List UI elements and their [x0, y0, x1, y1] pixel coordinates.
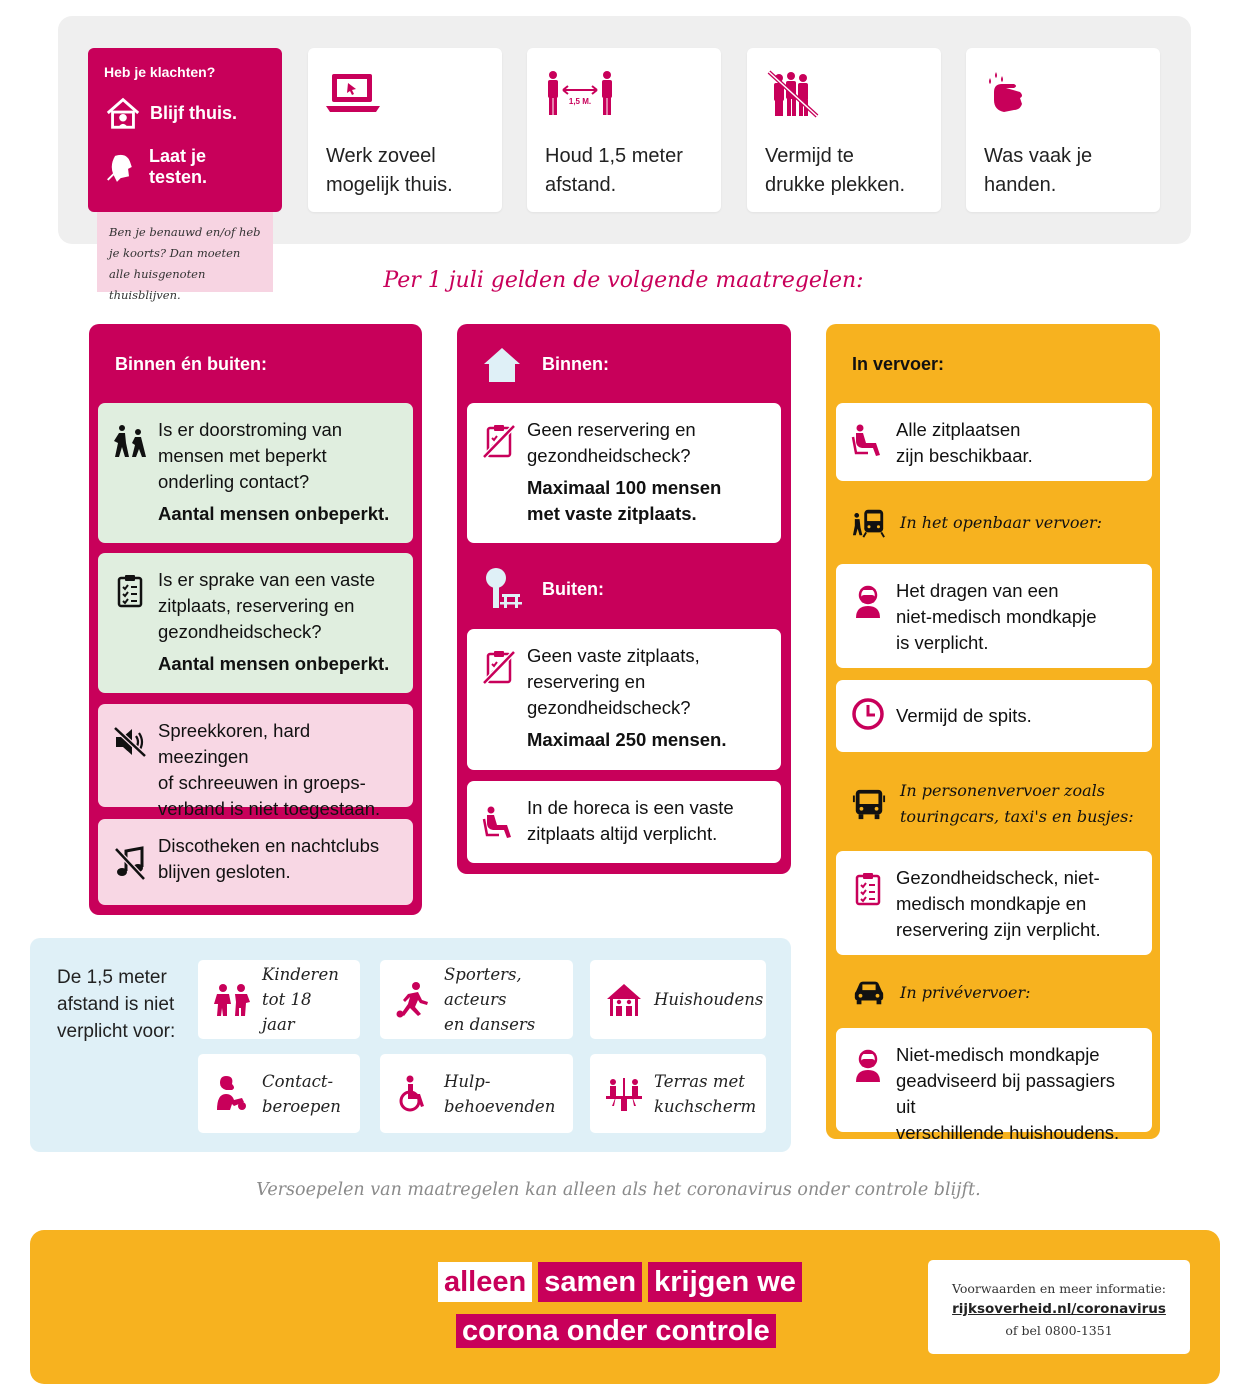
prive-label-row [852, 975, 1031, 1009]
slogan-word: krijgen we [648, 1262, 802, 1302]
card-text: verband is niet toegestaan. [158, 798, 381, 819]
card-text: Geen reservering en [527, 419, 696, 440]
card-buiten [467, 629, 781, 770]
no-music-icon [112, 845, 148, 881]
card-spits [836, 680, 1152, 752]
exemption-contact-professions [198, 1054, 360, 1133]
prive-label: In privévervoer: [900, 982, 1031, 1002]
card-bold-text: Maximaal 100 mensen [527, 477, 722, 498]
exemption-text: Kinderen [262, 965, 339, 984]
card-text: Is er doorstroming van [158, 419, 343, 440]
slogan-line-2 [456, 1312, 776, 1350]
tip-text: handen. [984, 174, 1057, 196]
card-text: blijven gesloten. [158, 861, 291, 882]
get-tested-label: Laat je testen. [149, 146, 208, 187]
tip-work-home [308, 48, 502, 212]
card-text: medisch mondkapje en [896, 893, 1087, 914]
complaints-box [88, 48, 282, 212]
clipboard-icon [112, 573, 148, 609]
tip-text: drukke plekken. [765, 174, 906, 196]
exemption-text: tot 18 jaar [262, 990, 312, 1034]
exemptions-intro-line: De 1,5 meter [57, 967, 167, 988]
card-bold-text: Aantal mensen onbeperkt. [158, 503, 390, 524]
card-text: Spreekkoren, hard meezingen [158, 720, 311, 767]
distance-label: 1,5 M. [568, 97, 592, 106]
walking-people-icon [112, 423, 148, 459]
card-text: Het dragen van een [896, 580, 1059, 601]
card-text: zijn beschikbaar. [896, 445, 1033, 466]
exemption-text: Sporters, acteurs [444, 965, 522, 1009]
complaints-note-line: alle huisgenoten thuisblijven. [109, 267, 206, 302]
tip-text: Was vaak je [984, 145, 1093, 167]
section-heading: Per 1 juli gelden de volgende maatregelen: [383, 268, 864, 293]
exemption-text: en dansers [444, 1015, 536, 1034]
card-bold-text: Maximaal 250 mensen. [527, 729, 727, 750]
house-icon [482, 344, 522, 384]
clipboard-icon [850, 871, 886, 907]
exemptions-intro-line: afstand is niet [57, 994, 175, 1015]
laptop-icon [326, 70, 382, 118]
exemptions-intro [57, 964, 187, 1045]
mute-icon [112, 724, 148, 760]
distance-icon [545, 70, 615, 118]
tip-text: Houd 1,5 meter [545, 145, 683, 167]
card-text: Alle zitplaatsen [896, 419, 1021, 440]
tree-bench-icon [482, 566, 522, 610]
tip-no-crowd [747, 48, 941, 212]
card-text: zitplaats altijd verplicht. [527, 823, 718, 844]
tip-distance [527, 48, 721, 212]
tip-text: Vermijd te [765, 145, 854, 167]
wheelchair-icon [394, 1074, 434, 1114]
card-health [836, 851, 1152, 955]
exemption-text: Hulp- [444, 1071, 491, 1091]
card-horeca [467, 781, 781, 863]
exemption-text: Terras met [654, 1071, 745, 1091]
exemption-athletes [380, 960, 573, 1039]
exemptions-intro-line: verplicht voor: [57, 1021, 176, 1042]
card-binnen [467, 403, 781, 543]
public-transport-icon [852, 505, 886, 539]
tip-text: Werk zoveel [326, 145, 436, 167]
tip-text: afstand. [545, 174, 617, 196]
card-text: gezondheidscheck? [158, 621, 322, 642]
personen-label-row [852, 778, 1134, 830]
card-text: is verplicht. [896, 632, 989, 653]
card-text: In de horeca is een vaste [527, 797, 734, 818]
card-advice [836, 1028, 1152, 1143]
exemption-text: kuchscherm [654, 1096, 757, 1116]
card-text: Gezondheidscheck, niet- [896, 867, 1100, 888]
personen-label: touringcars, taxi's en busjes: [900, 807, 1134, 826]
card-text: of schreeuwen in groeps- [158, 772, 366, 793]
footnote: Versoepelen van maatregelen kan alleen als het coronavirus onder controle blijft. [256, 1180, 981, 1200]
card-bold-text: met vaste zitplaats. [527, 503, 697, 524]
get-tested-row [104, 146, 266, 188]
stay-home-row [104, 94, 266, 132]
info-box [928, 1260, 1190, 1354]
card-text: gezondheidscheck? [527, 445, 691, 466]
card-text: Discotheken en nachtclubs [158, 835, 380, 856]
exemption-text: beroepen [262, 1096, 341, 1116]
tip-wash-hands [966, 48, 1160, 212]
crossed-clipboard-icon [481, 423, 517, 459]
slogan-word: alleen [438, 1262, 532, 1302]
slogan-line-1 [438, 1262, 802, 1302]
exemption-assistance [380, 1054, 573, 1133]
complaints-question: Heb je klachten? [104, 64, 216, 80]
slogan-word: samen [538, 1262, 642, 1302]
info-label: Voorwaarden en meer informatie: [951, 1281, 1167, 1296]
athlete-icon [394, 980, 434, 1020]
card-text: Niet-medisch mondkapje [896, 1044, 1100, 1065]
card-text: mensen met beperkt [158, 445, 327, 466]
exemption-text: Contact- [262, 1071, 334, 1091]
exemption-terrace [590, 1054, 766, 1133]
bus-icon [852, 787, 886, 821]
no-crowd-icon [765, 70, 821, 118]
info-link[interactable]: rijksoverheid.nl/coronavirus [952, 1301, 1166, 1317]
vervoer-title: In vervoer: [852, 354, 945, 374]
complaints-note-line: je koorts? Dan moeten [109, 246, 241, 260]
card-text: zitplaats, reservering en [158, 595, 355, 616]
card-text: reservering en [527, 671, 646, 692]
children-icon [212, 980, 252, 1020]
house-sick-icon [104, 94, 142, 132]
binnen-title: Binnen: [542, 354, 609, 374]
card-text: reservering zijn verplicht. [896, 919, 1101, 940]
stay-home-label: Blijf thuis. [150, 102, 237, 123]
tip-text: mogelijk thuis. [326, 174, 453, 196]
crossed-clipboard-icon [481, 649, 517, 685]
slogan-word: corona onder controle [456, 1314, 776, 1348]
exemption-children [198, 960, 360, 1039]
test-swab-icon [104, 148, 141, 186]
card-singing [98, 704, 413, 819]
card-flow [98, 403, 413, 543]
card-bold-text: Aantal mensen onbeperkt. [158, 653, 390, 674]
clock-icon [850, 696, 886, 732]
screen-icon [604, 1074, 644, 1114]
card-text: Geen vaste zitplaats, [527, 645, 700, 666]
seated-person-icon [850, 423, 886, 459]
card-text: geadviseerd bij passagiers uit [896, 1070, 1116, 1117]
complaints-note-line: Ben je benauwd en/of heb [109, 225, 261, 239]
info-phone: of bel 0800-1351 [1005, 1323, 1113, 1338]
card-text: Vermijd de spits. [896, 705, 1032, 726]
card-discos [98, 819, 413, 905]
exemption-text: behoevenden [444, 1096, 556, 1116]
wash-hands-icon [984, 70, 1040, 118]
exemption-households [590, 960, 766, 1039]
face-mask-icon [850, 584, 886, 620]
contact-profession-icon [212, 1074, 252, 1114]
face-mask-icon [850, 1048, 886, 1084]
card-text: onderling contact? [158, 471, 310, 492]
household-icon [604, 980, 644, 1020]
binnen-buiten-title: Binnen én buiten: [115, 354, 267, 374]
card-seated [98, 553, 413, 693]
car-icon [852, 975, 886, 1009]
card-text: verschillende huishoudens. [896, 1122, 1120, 1143]
card-mask [836, 564, 1152, 668]
card-text: niet-medisch mondkapje [896, 606, 1097, 627]
ov-label: In het openbaar vervoer: [900, 512, 1103, 532]
exemption-text: Huishoudens [654, 990, 764, 1009]
buiten-title: Buiten: [542, 579, 604, 599]
personen-label: In personenvervoer zoals [900, 781, 1105, 800]
card-text: Is er sprake van een vaste [158, 569, 375, 590]
ov-label-row [852, 505, 1102, 539]
card-seats [836, 403, 1152, 481]
seated-person-icon [481, 805, 517, 841]
card-text: gezondheidscheck? [527, 697, 691, 718]
